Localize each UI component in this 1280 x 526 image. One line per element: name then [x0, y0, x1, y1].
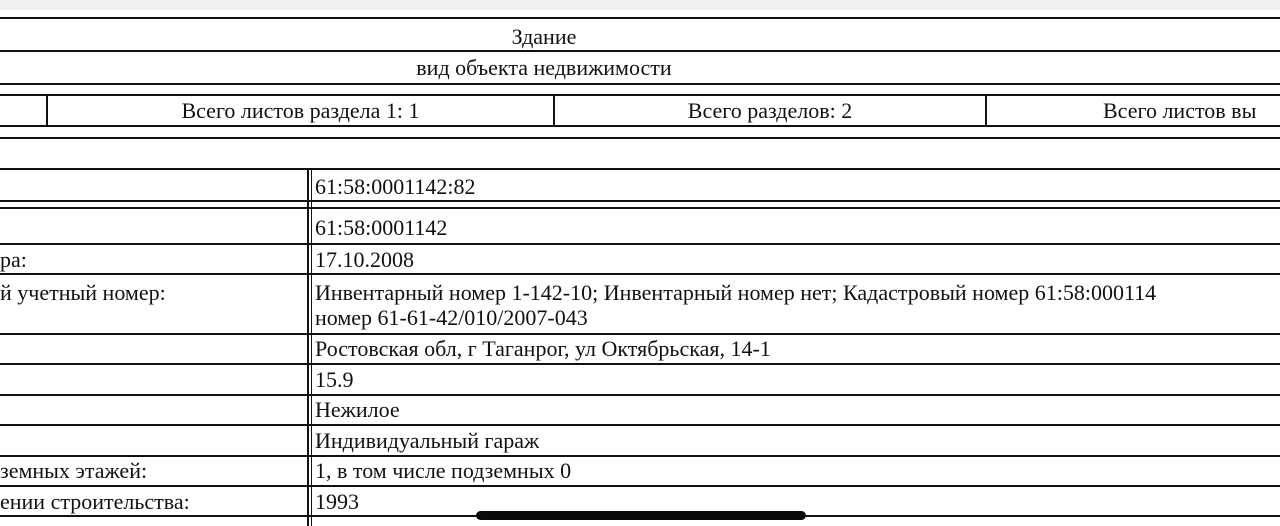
- table-divider: [307, 168, 309, 526]
- rule-sheets-bottom: [0, 125, 1280, 127]
- row-rule: [0, 394, 1280, 396]
- total-sheets-partial: Всего листов вы: [1103, 98, 1257, 123]
- row-rule: [0, 333, 1280, 335]
- table-divider-inner: [311, 168, 312, 526]
- row-rule: [0, 273, 1280, 275]
- floors-count: 1, в том числе подземных 0: [315, 458, 572, 483]
- cadastral-quarter: 61:58:0001142: [315, 215, 448, 240]
- assignment-date: 17.10.2008: [315, 247, 414, 272]
- construction-year: 1993: [315, 489, 359, 514]
- building-name: Индивидуальный гараж: [315, 428, 540, 453]
- row-label: ра:: [0, 247, 27, 272]
- area: 15.9: [315, 367, 354, 392]
- cadastral-number: 61:58:0001142:82: [315, 174, 476, 199]
- row-rule: [0, 243, 1280, 245]
- row-rule: [0, 363, 1280, 365]
- total-sections: Всего разделов: 2: [687, 98, 853, 123]
- sheets-divider-3: [985, 94, 987, 127]
- rule-sheets-top: [0, 94, 1280, 96]
- row-label: ении строительства:: [0, 489, 190, 514]
- address: Ростовская обл, г Таганрог, ул Октябрьская, 14-1: [315, 336, 771, 361]
- row-label: й учетный номер:: [0, 280, 166, 305]
- object-name: Здание: [511, 24, 577, 49]
- row-rule: [0, 455, 1280, 457]
- row-label: земных этажей:: [0, 458, 148, 483]
- rule-header-bottom: [0, 83, 1280, 85]
- former-numbers-line2: номер 61-61-42/010/2007-043: [315, 305, 588, 330]
- former-numbers: Инвентарный номер 1-142-10; Инвентарный номер нет; Кадастровый номер 61:58:000114: [315, 280, 1157, 305]
- top-strip: [0, 0, 1280, 10]
- purpose: Нежилое: [315, 397, 400, 422]
- row-rule: [0, 168, 1280, 170]
- row-rule: [0, 200, 1280, 202]
- row-rule: [0, 485, 1280, 487]
- section-sheets: Всего листов раздела 1: 1: [181, 98, 420, 123]
- object-type-caption: вид объекта недвижимости: [416, 55, 672, 80]
- rule-top: [0, 17, 1280, 19]
- rule-header-mid: [0, 50, 1280, 52]
- home-indicator[interactable]: [476, 511, 806, 520]
- row-rule: [0, 207, 1280, 209]
- row-rule: [0, 424, 1280, 426]
- rule-gap: [0, 137, 1280, 139]
